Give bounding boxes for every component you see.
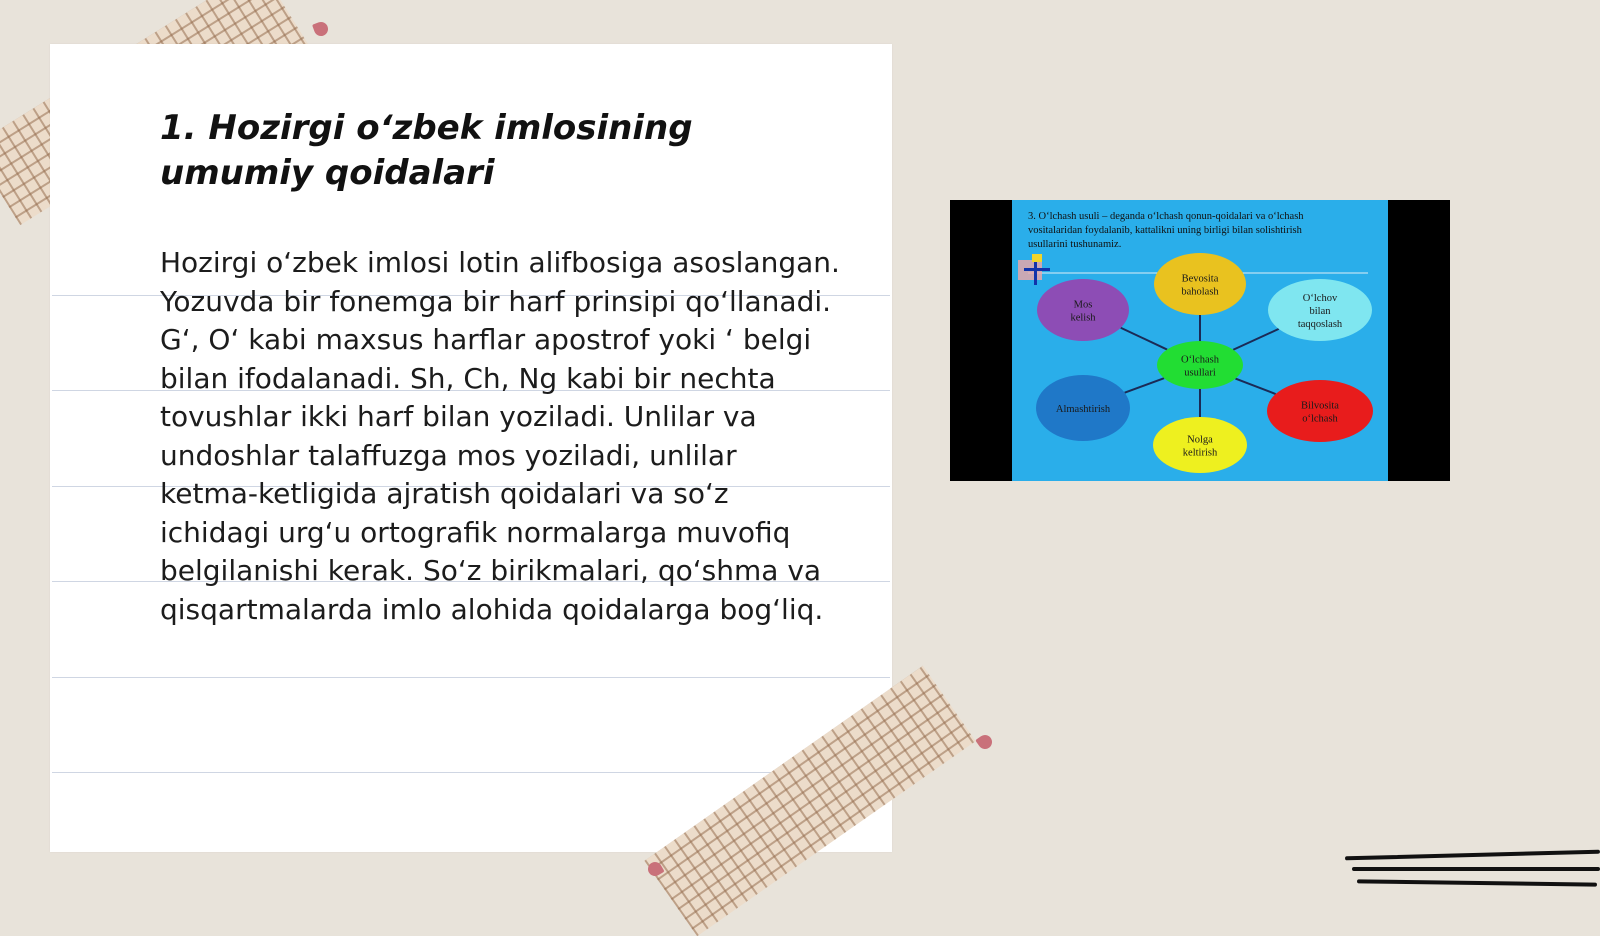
measurement-methods-diagram <box>1012 200 1388 481</box>
diagram-center-label: O‘lchash <box>1181 354 1219 366</box>
diagram-node-label: Mos <box>1073 299 1093 311</box>
diagram-node-label: taqqoslash <box>1297 319 1343 330</box>
diagram-node-label: O‘lchov <box>1302 293 1338 304</box>
diagram-node-label: Bilvosita <box>1301 400 1339 412</box>
diagram-node-label: baholash <box>1181 286 1219 298</box>
diagram-node-label: kelish <box>1070 312 1096 324</box>
diagram-node-label: Nolga <box>1187 434 1213 446</box>
diagram-center-label: usullari <box>1184 367 1216 379</box>
decorative-lines <box>1345 845 1600 895</box>
diagram-node <box>1037 279 1129 341</box>
diagram-caption-line: usullarini tushunamiz. <box>1028 239 1122 250</box>
diagram-center-node <box>1157 341 1243 389</box>
tape-pin-icon <box>975 732 994 751</box>
diagram-node <box>1268 279 1372 341</box>
ruled-line <box>52 677 890 678</box>
diagram-caption-line: vositalaridan foydalanib, kattalikni uning birligi bilan solishtirish <box>1028 225 1302 236</box>
diagram-node <box>1036 375 1130 441</box>
diagram-caption-line: 3. O‘lchash usuli – deganda o‘lchash qonun-qoidalari va o‘lchash <box>1028 211 1304 222</box>
diagram-node <box>1153 417 1247 473</box>
diagram-node-label: bilan <box>1309 306 1331 317</box>
paper-sheet <box>50 44 892 852</box>
diagram-node-label: Almashtirish <box>1055 404 1111 415</box>
tape-pin-icon <box>312 20 330 38</box>
ruled-line <box>52 772 890 773</box>
diagram-node-label: o‘lchash <box>1302 413 1338 425</box>
diagram-node <box>1154 253 1246 315</box>
diagram-node-label: keltirish <box>1182 447 1218 459</box>
diagram-image <box>950 200 1450 481</box>
slide-body-text: Hozirgi o‘zbek imlosi lotin alifbosiga asoslangan. Yozuvda bir fonemga bir harf prinsipi qo‘llanadi. G‘, O‘ kabi maxsus harflar apostrof yoki ‘ belgi bilan ifodalanadi. Sh, Ch, Ng kabi bir nechta tovushlar ikki harf bilan yoziladi. Unlilar va undoshlar talaffuzga mos yoziladi, unlilar ketma-ketligida ajratish qoidalari va so‘z ichidagi urg‘u ortografik normalarga muvofiq belgilanishi kerak. So‘z birikmalari, qo‘shma va qisqartmalarda imlo alohida qoidalarga bog‘liq. <box>160 246 840 626</box>
diagram-node-label: Bevosita <box>1181 273 1219 285</box>
slide-title: 1. Hozirgi o‘zbek imlosining umumiy qoidalari <box>160 108 693 193</box>
diagram-node <box>1267 380 1373 442</box>
